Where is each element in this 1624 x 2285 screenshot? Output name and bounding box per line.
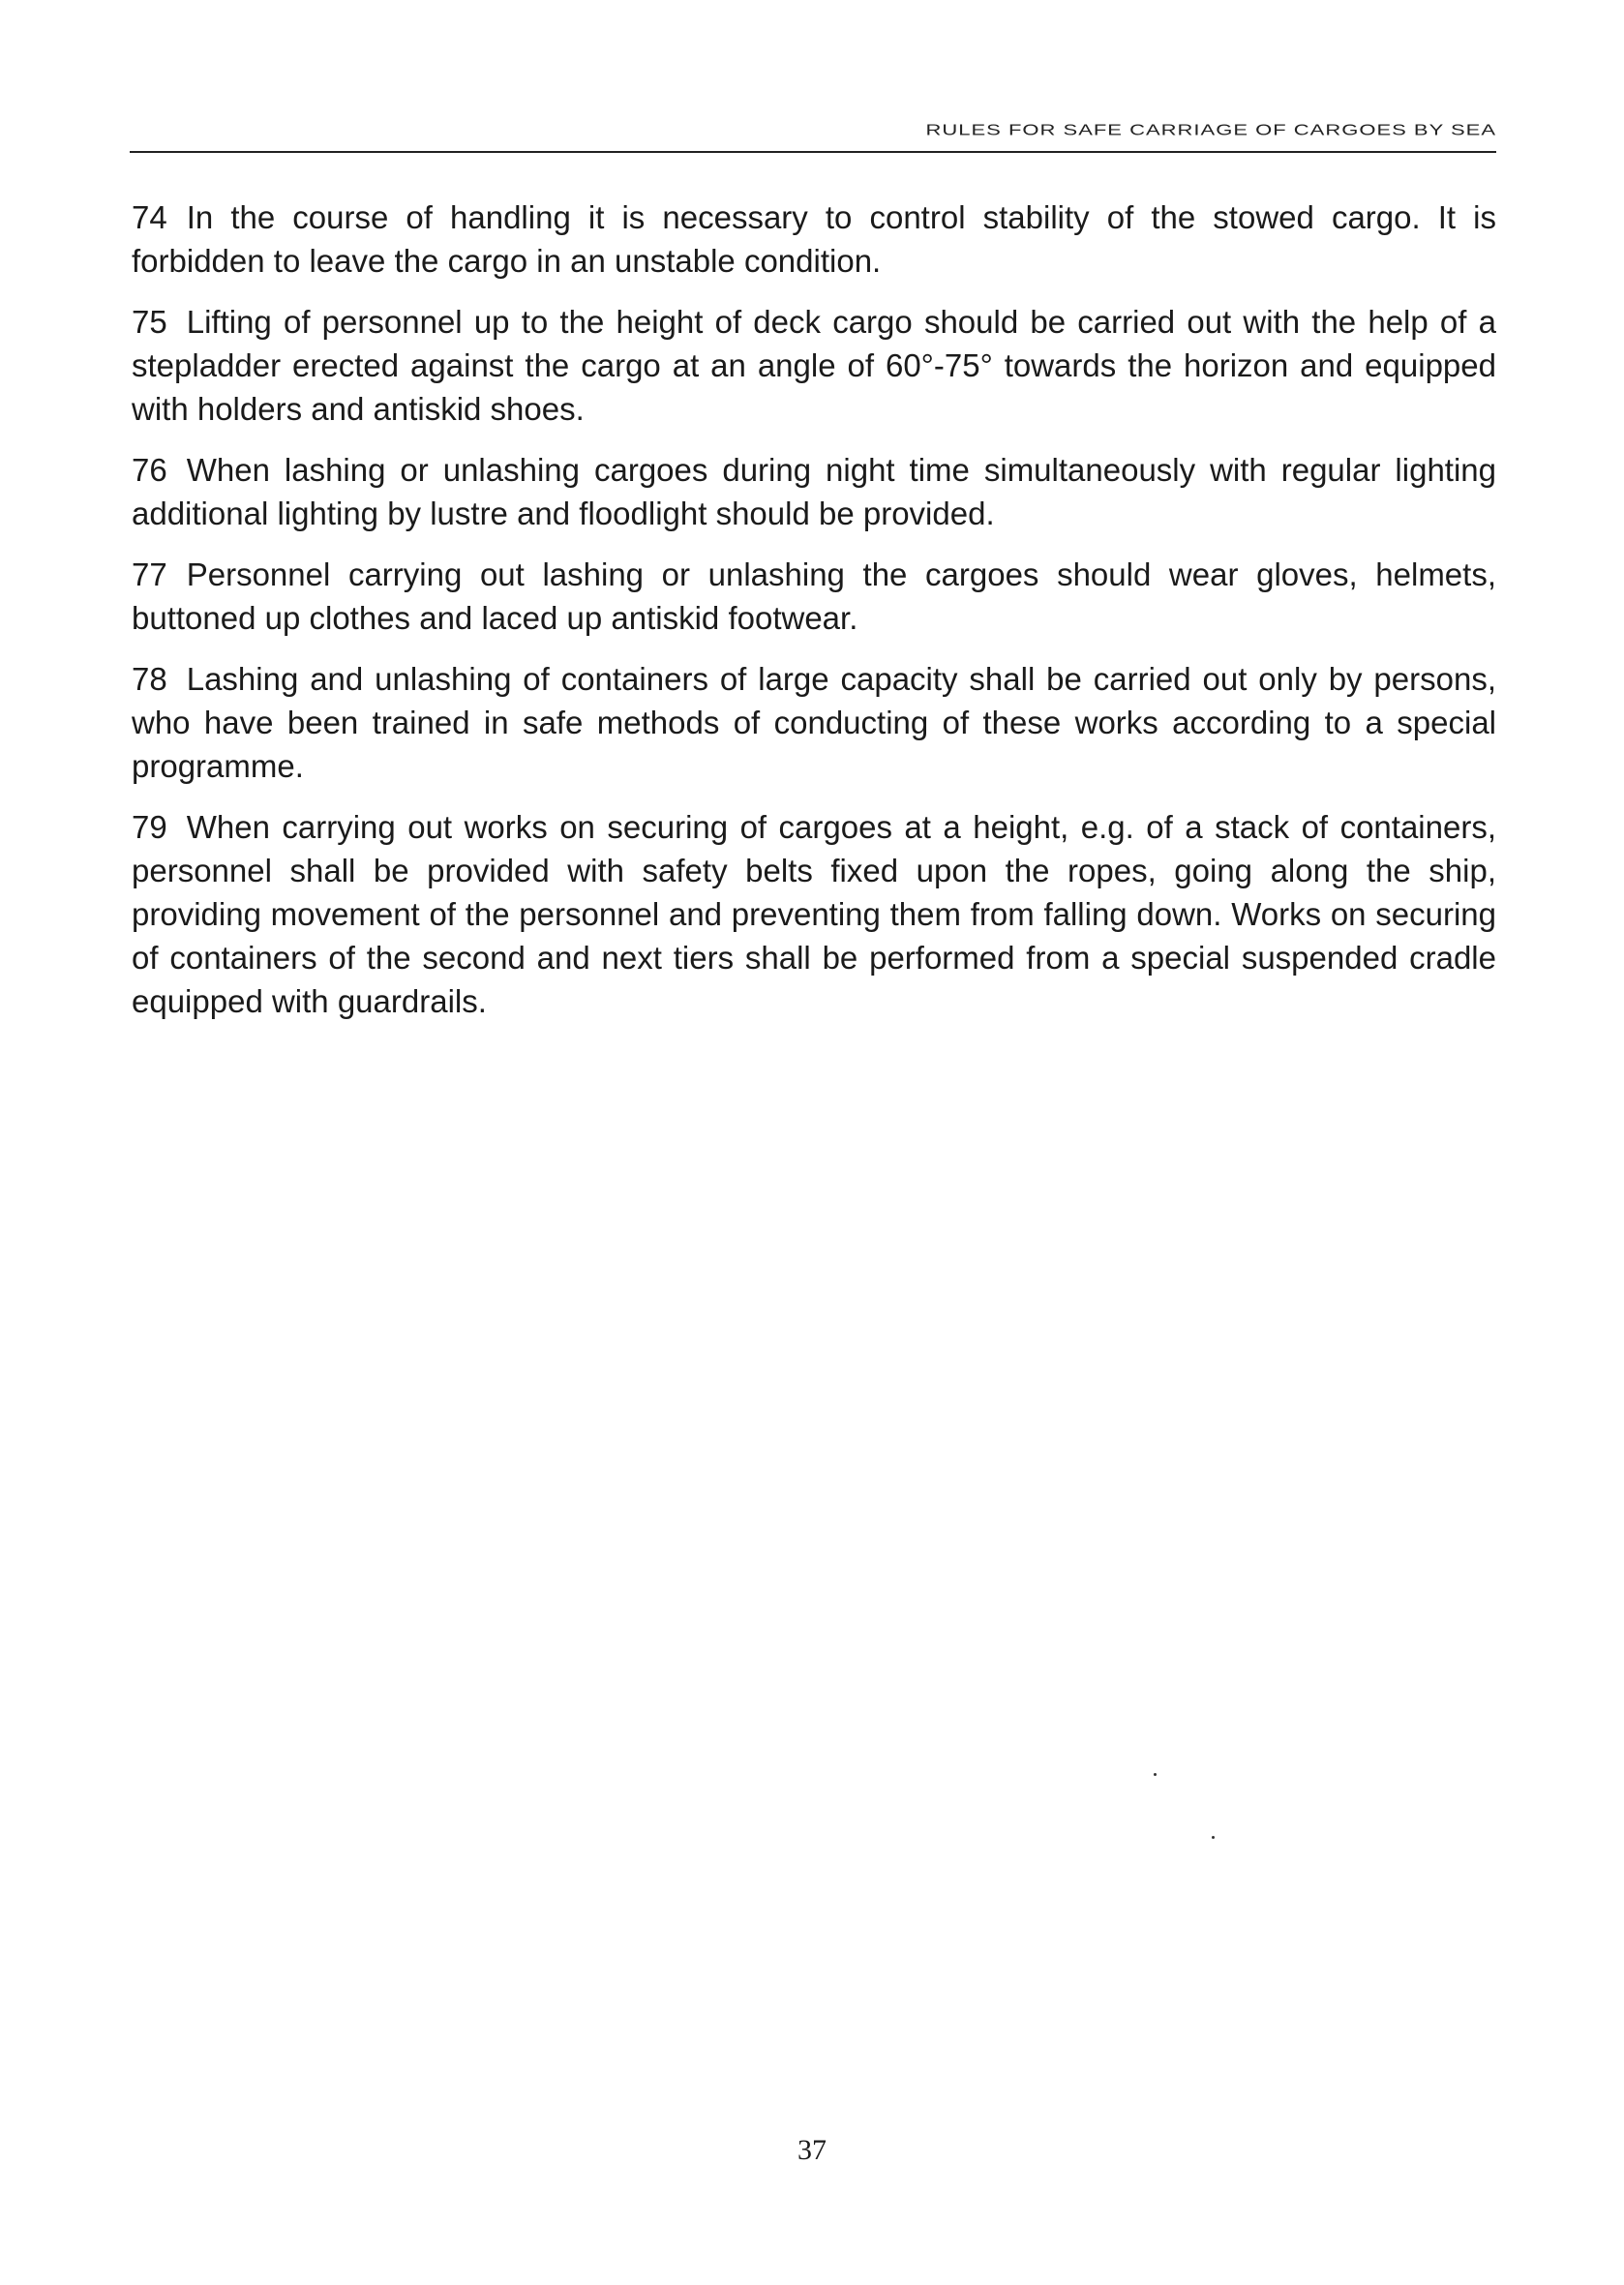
paragraph-text: Personnel carrying out lashing or unlashing the cargoes should wear gloves, helmets, buttoned up clothes and laced up antiskid footwear. xyxy=(132,556,1496,636)
paragraph-77 xyxy=(132,553,1496,640)
paragraph-number: 74 xyxy=(132,199,167,235)
paragraph-text: When lashing or unlashing cargoes during night time simultaneously with regular lighting additional lighting by lustre and floodlight should be provided. xyxy=(132,452,1496,531)
paragraph-78 xyxy=(132,657,1496,788)
paragraph-number: 76 xyxy=(132,452,167,488)
paragraph-number: 77 xyxy=(132,556,167,592)
paragraph-number: 75 xyxy=(132,304,167,340)
paragraph-number: 79 xyxy=(132,809,167,845)
paragraph-79 xyxy=(132,805,1496,1023)
paragraph-75 xyxy=(132,300,1496,431)
paragraph-76 xyxy=(132,448,1496,535)
scan-speck xyxy=(1212,1836,1215,1839)
paragraph-text: Lashing and unlashing of containers of large capacity shall be carried out only by persons, who have been trained in safe methods of conducting of these works according to a special programme. xyxy=(132,661,1496,784)
paragraph-text: Lifting of personnel up to the height of deck cargo should be carried out with the help of a stepladder erected against the cargo at an angle of 60°-75° towards the horizon and equipped with holders and antiskid shoes. xyxy=(132,304,1496,427)
paragraph-text: When carrying out works on securing of cargoes at a height, e.g. of a stack of containers, personnel shall be provided with safety belts fixed upon the ropes, going along the ship, providing movement of the personnel and preventing them from falling down. Works on securing of containers of the second and next tiers shall be performed from a special suspended cradle equipped with guardrails. xyxy=(132,809,1496,1019)
running-header-title: RULES FOR SAFE CARRIAGE OF CARGOES BY SEA xyxy=(925,121,1496,139)
paragraph-text: In the course of handling it is necessary to control stability of the stowed cargo. It is forbidden to leave the cargo in an unstable condition. xyxy=(132,199,1496,279)
paragraph-74 xyxy=(132,195,1496,283)
document-body xyxy=(132,195,1496,1040)
page-number: 37 xyxy=(797,2134,827,2166)
paragraph-number: 78 xyxy=(132,661,167,697)
scan-speck xyxy=(1154,1773,1157,1776)
header-divider xyxy=(130,151,1496,153)
running-header xyxy=(130,114,1496,153)
